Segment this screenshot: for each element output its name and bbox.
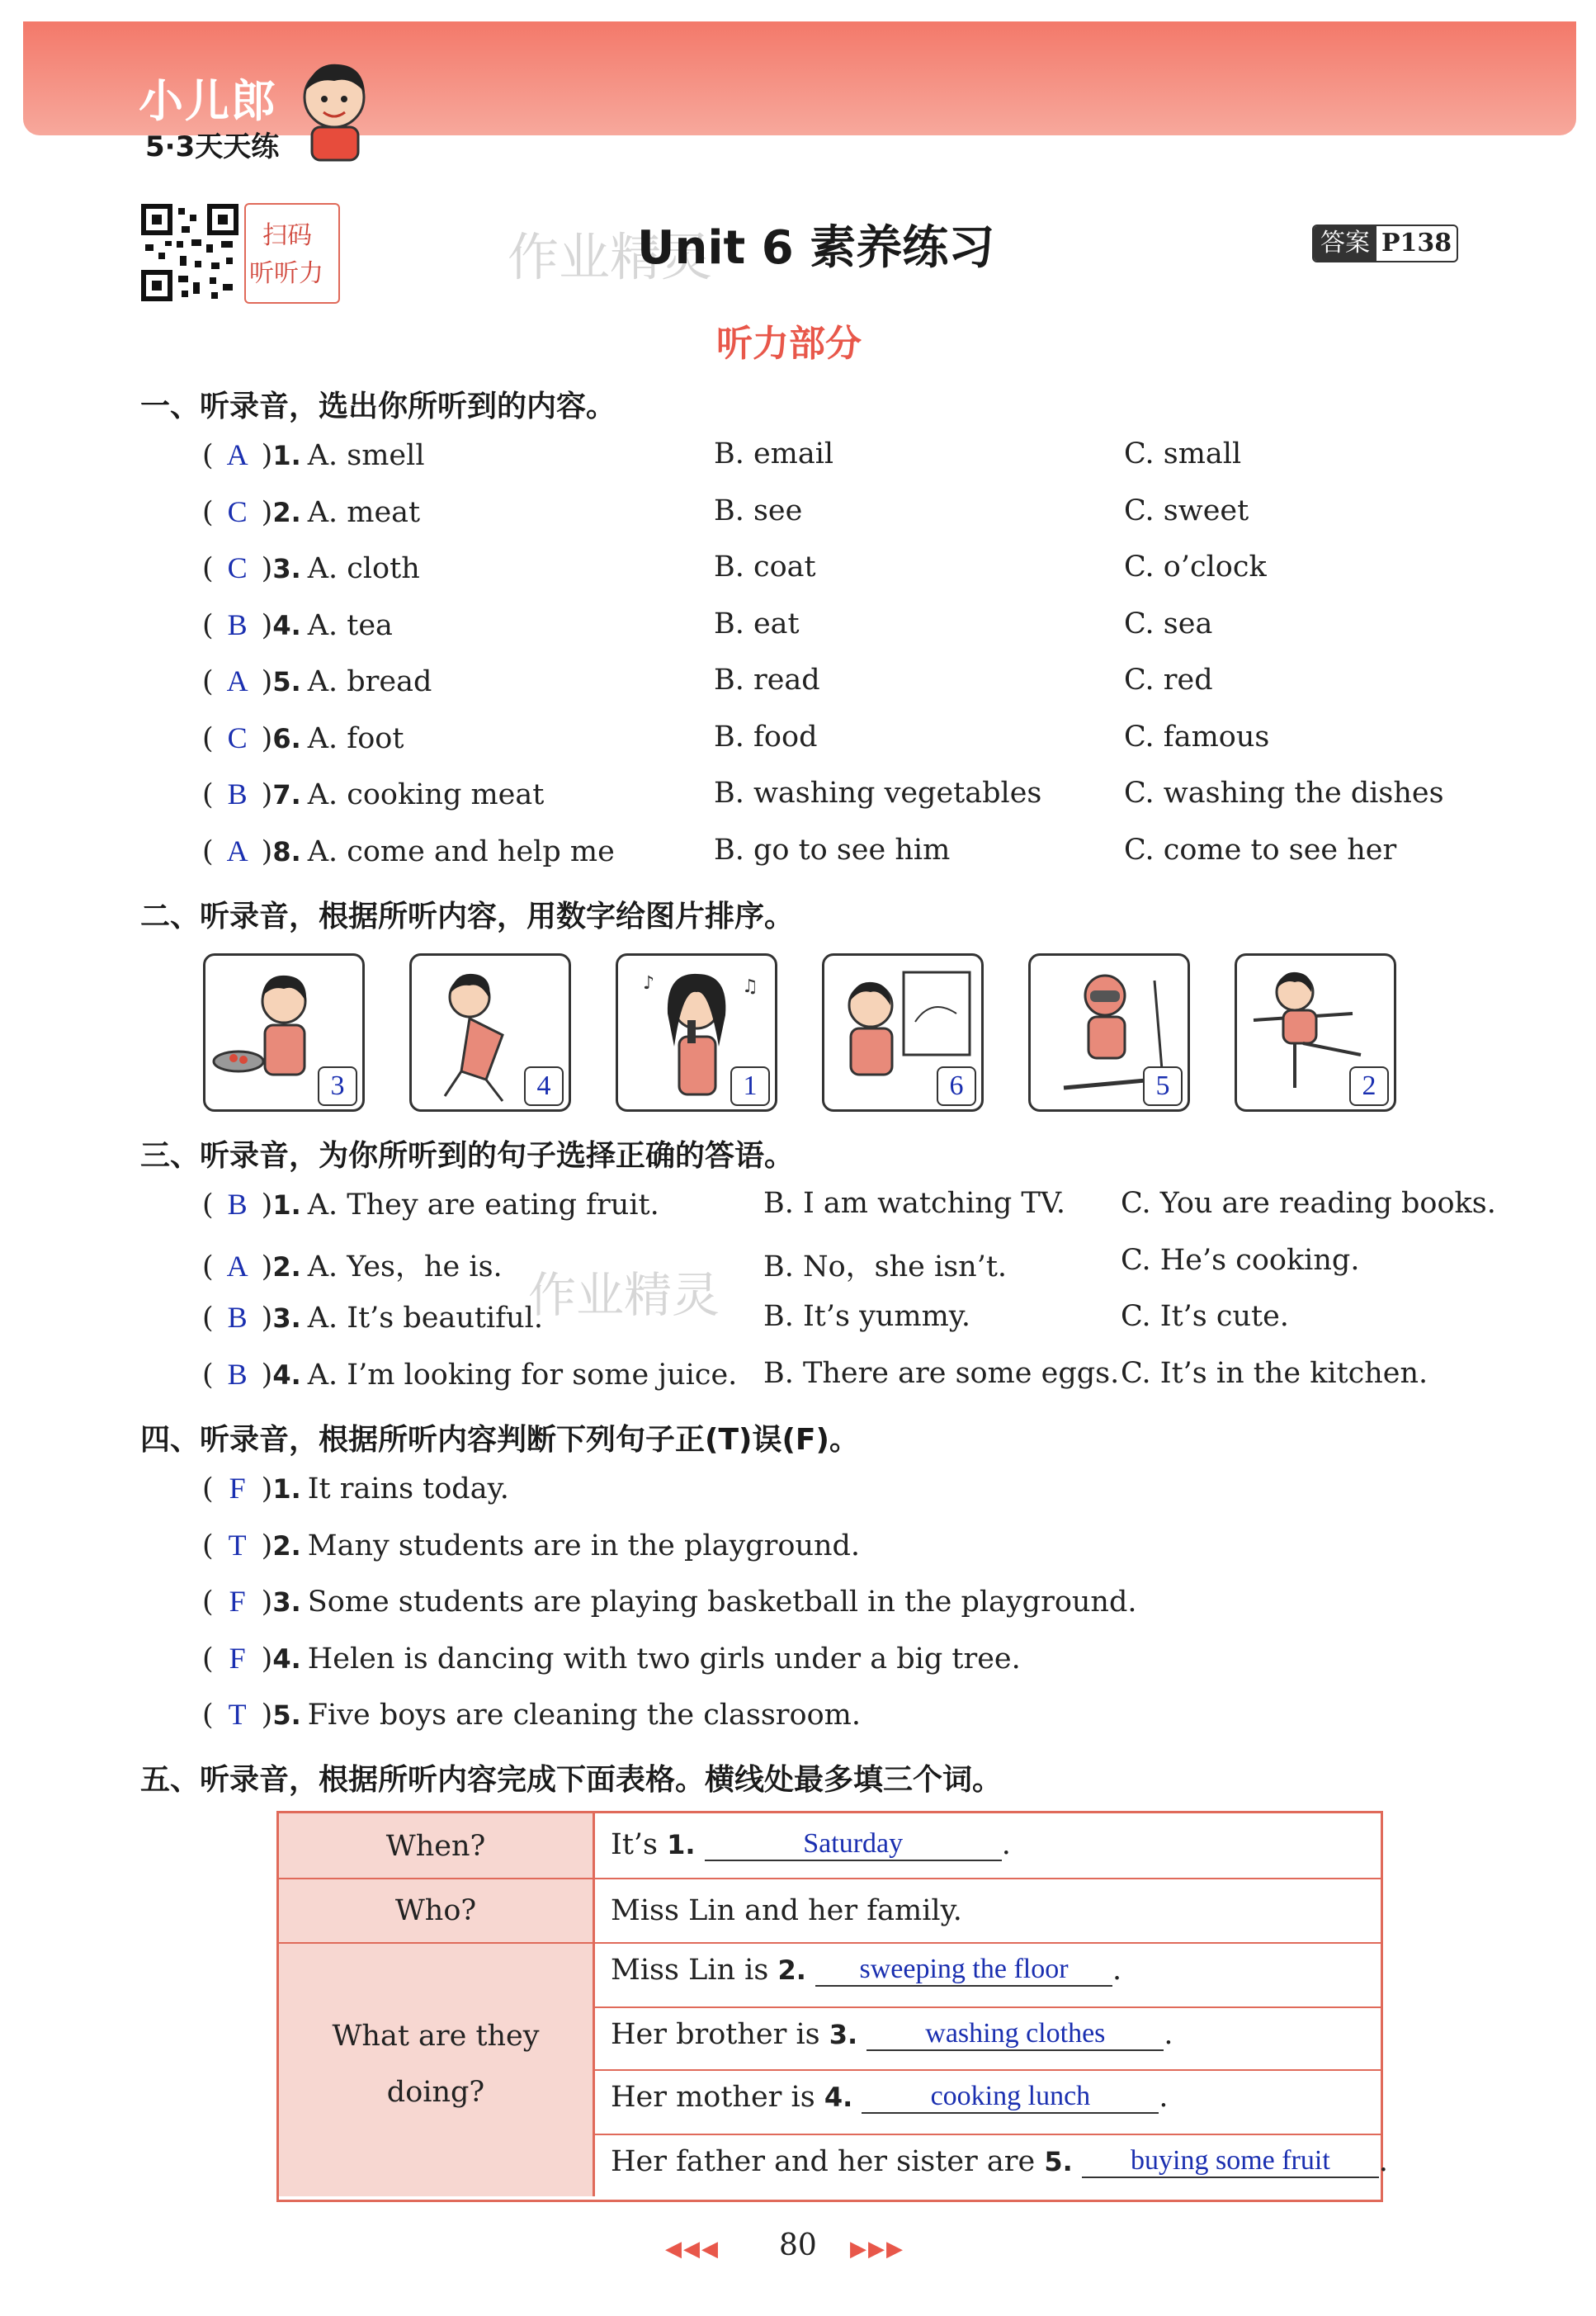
question-number: 3. [272, 1302, 301, 1334]
picture-card [409, 953, 571, 1112]
option-c: C. sweet [1124, 494, 1249, 527]
statement-row [202, 1528, 860, 1562]
table-line [279, 1942, 1381, 1944]
answer-choice[interactable]: B [227, 1357, 248, 1391]
option-a: A. I’m looking for some juice. [307, 1358, 738, 1392]
paren-open: ( [202, 834, 214, 868]
answer-choice[interactable]: B [227, 607, 248, 641]
svg-text:♫: ♫ [742, 976, 758, 997]
section2-title: 二、听录音，根据所听内容，用数字给图片排序。 [140, 900, 795, 933]
paren-open: ( [202, 665, 214, 698]
paren-close: ) [261, 1472, 273, 1505]
section5-title: 五、听录音，根据所听内容完成下面表格。横线处最多填三个词。 [140, 1763, 1003, 1797]
table-line [595, 2134, 1381, 2135]
brand-logo: 小儿郎 [139, 75, 277, 127]
option-c: C. red [1124, 664, 1213, 697]
question-row [202, 664, 432, 698]
paren-open: ( [202, 1250, 214, 1283]
next-page-arrows[interactable]: ▶▶▶ [850, 2237, 904, 2262]
section3-title: 三、听录音，为你所听到的句子选择正确的答语。 [140, 1139, 795, 1173]
paren-close: ) [261, 1302, 273, 1335]
true-false-answer[interactable]: T [228, 1528, 247, 1562]
answer-choice[interactable]: A [226, 438, 248, 471]
doing-answer[interactable]: washing clothes [866, 2018, 1164, 2051]
section4-title: 四、听录音，根据所听内容判断下列句子正(T)误(F)。 [140, 1423, 859, 1457]
true-false-answer[interactable]: F [229, 1641, 246, 1675]
option-a: A. They are eating fruit. [307, 1189, 659, 1222]
paren-open: ( [202, 1472, 214, 1505]
question-row [202, 1300, 543, 1335]
section1-title: 一、听录音，选出你所听到的内容。 [140, 390, 616, 423]
picture-order-number[interactable]: 4 [524, 1066, 564, 1106]
when-label: When? [385, 1830, 486, 1863]
page-title: Unit 6 素养练习 [637, 221, 995, 275]
mascot-icon [289, 58, 380, 165]
option-a: A. smell [307, 439, 425, 472]
question-row [202, 834, 615, 868]
option-b: B. washing vegetables [714, 777, 1042, 810]
option-b: B. go to see him [714, 833, 951, 867]
option-b: B. I am watching TV. [763, 1187, 1066, 1220]
paren-close: ) [261, 608, 273, 642]
doing-prefix: Miss Lin is [611, 1954, 769, 1987]
qr-label-scan: 扫码 [262, 221, 312, 250]
doing-answer[interactable]: buying some fruit [1082, 2145, 1379, 2178]
when-row: It’s 1. Saturday . [611, 1828, 1011, 1861]
true-false-answer[interactable]: F [229, 1472, 246, 1505]
doing-answer[interactable]: sweeping the floor [815, 1954, 1112, 1987]
option-c: C. come to see her [1124, 833, 1397, 867]
table-line [279, 1878, 1381, 1879]
question-number: 8. [272, 835, 301, 867]
option-a: A. tea [307, 608, 393, 642]
statement-text: Helen is dancing with two girls under a big tree. [307, 1642, 1021, 1676]
option-a: A. bread [307, 665, 432, 698]
option-b: B. eat [714, 607, 800, 640]
paren-open: ( [202, 721, 214, 755]
question-row [202, 1357, 737, 1392]
picture-card [616, 953, 777, 1112]
picture-order-number[interactable]: 3 [318, 1066, 357, 1106]
paren-close: ) [261, 1642, 273, 1676]
paren-close: ) [261, 1586, 273, 1619]
paren-open: ( [202, 495, 214, 529]
option-c: C. It’s in the kitchen. [1121, 1356, 1428, 1390]
paren-open: ( [202, 1586, 214, 1619]
watermark-middle: 作业精灵 [528, 1267, 720, 1323]
option-c: C. o’clock [1124, 551, 1267, 584]
option-b: B. read [714, 664, 820, 697]
true-false-answer[interactable]: T [228, 1698, 247, 1731]
statement-text: It rains today. [307, 1472, 509, 1505]
option-c: C. sea [1124, 607, 1213, 640]
paren-close: ) [261, 495, 273, 529]
table-divider [593, 1813, 595, 2196]
true-false-answer[interactable]: F [229, 1585, 246, 1618]
doing-number: 2. [777, 1954, 806, 1986]
option-c: C. small [1124, 437, 1242, 470]
picture-card [1028, 953, 1190, 1112]
when-prefix: It’s [611, 1828, 658, 1861]
statement-number: 5. [272, 1699, 301, 1731]
option-c: C. It’s cute. [1121, 1300, 1289, 1333]
paren-close: ) [261, 1529, 273, 1562]
picture-order-number[interactable]: 6 [937, 1066, 976, 1106]
paren-open: ( [202, 1302, 214, 1335]
answer-choice[interactable]: A [226, 1249, 248, 1283]
picture-card [1235, 953, 1396, 1112]
question-row [202, 437, 425, 472]
paren-open: ( [202, 1529, 214, 1562]
option-c: C. famous [1124, 720, 1270, 754]
paren-close: ) [261, 834, 273, 868]
table-line [595, 2006, 1381, 2008]
statement-text: Some students are playing basketball in the playground. [307, 1586, 1137, 1619]
option-a: A. It’s beautiful. [307, 1302, 543, 1335]
answer-page: P138 [1381, 229, 1452, 258]
doing-row: Her mother is 4. cooking lunch . [611, 2081, 1169, 2114]
answer-choice[interactable]: C [227, 721, 248, 754]
statement-row [202, 1697, 861, 1732]
question-row [202, 607, 393, 642]
answer-choice[interactable]: C [227, 494, 248, 528]
paren-open: ( [202, 1699, 214, 1732]
question-number: 1. [272, 440, 301, 471]
question-number: 6. [272, 722, 301, 754]
when-answer[interactable]: Saturday [705, 1828, 1002, 1861]
question-number: 2. [272, 496, 301, 528]
table-label-column [279, 1813, 593, 2196]
answer-choice[interactable]: B [227, 778, 248, 811]
when-num: 1. [667, 1829, 696, 1860]
paren-close: ) [261, 439, 273, 472]
who-label: Who? [394, 1894, 477, 1927]
option-b: B. No，she isn’t. [763, 1250, 1008, 1283]
answer-choice[interactable]: A [226, 834, 248, 867]
paren-close: ) [261, 1699, 273, 1732]
paren-open: ( [202, 608, 214, 642]
paren-close: ) [261, 1250, 273, 1283]
statement-number: 2. [272, 1529, 301, 1562]
doing-prefix: Her brother is [611, 2018, 820, 2051]
option-b: B. coat [714, 551, 816, 584]
option-a: A. cloth [307, 552, 420, 585]
paren-open: ( [202, 439, 214, 472]
paren-open: ( [202, 1358, 214, 1392]
paren-close: ) [261, 1358, 273, 1392]
doing-label-1: What are they [332, 2020, 540, 2053]
option-b: B. food [714, 720, 818, 754]
option-b: B. see [714, 494, 803, 527]
paren-close: ) [261, 552, 273, 585]
picture-order-number[interactable]: 5 [1143, 1066, 1183, 1106]
who-text: Miss Lin and her family. [611, 1894, 962, 1927]
question-number: 2. [272, 1250, 301, 1283]
doing-number: 4. [824, 2082, 853, 2113]
brand-subtitle: 5·3天天练 [145, 130, 280, 163]
question-number: 1. [272, 1189, 301, 1221]
picture-order-number[interactable]: 1 [730, 1066, 770, 1106]
question-number: 7. [272, 779, 301, 811]
table-line [595, 2069, 1381, 2071]
statement-number: 1. [272, 1473, 301, 1505]
answer-choice[interactable]: C [227, 551, 248, 584]
svg-text:♪: ♪ [643, 973, 655, 994]
question-number: 5. [272, 666, 301, 697]
paren-close: ) [261, 721, 273, 755]
answer-choice[interactable]: B [227, 1188, 248, 1221]
doing-prefix: Her father and her sister are [611, 2145, 1036, 2178]
doing-row: Her father and her sister are 5. buying some fruit . [611, 2145, 1389, 2178]
doing-answer[interactable]: cooking lunch [862, 2081, 1159, 2114]
question-number: 4. [272, 609, 301, 641]
statement-number: 3. [272, 1586, 301, 1618]
prev-page-arrows[interactable]: ◀◀◀ [665, 2237, 720, 2262]
question-row [202, 721, 404, 755]
doing-label-2: doing? [386, 2076, 485, 2109]
picture-card [822, 953, 984, 1112]
question-row [202, 1244, 503, 1285]
option-a: A. foot [307, 721, 404, 755]
question-number: 4. [272, 1359, 301, 1391]
picture-order-number[interactable]: 2 [1349, 1066, 1389, 1106]
option-a: A. meat [307, 495, 421, 529]
statement-number: 4. [272, 1642, 301, 1675]
option-a: A. come and help me [307, 834, 615, 868]
paren-open: ( [202, 1189, 214, 1222]
statement-row [202, 1471, 509, 1505]
option-b: B. email [714, 437, 834, 470]
question-number: 3. [272, 553, 301, 584]
page-number: 80 [779, 2229, 817, 2262]
doing-number: 5. [1044, 2146, 1073, 2177]
answer-label: 答案 [1314, 226, 1376, 261]
answer-choice[interactable]: B [227, 1301, 248, 1334]
doing-row: Miss Lin is 2. sweeping the floor . [611, 1954, 1122, 1987]
watermark: 作业精灵 [508, 227, 713, 287]
option-b: B. It’s yummy. [763, 1300, 971, 1333]
paren-open: ( [202, 552, 214, 585]
option-c: C. He’s cooking. [1121, 1243, 1360, 1277]
option-c: C. You are reading books. [1121, 1187, 1496, 1220]
qr-code-icon [140, 203, 239, 302]
question-row [202, 1187, 659, 1222]
option-b: B. There are some eggs. [763, 1356, 1120, 1390]
question-row [202, 551, 420, 585]
doing-row: Her brother is 3. washing clothes . [611, 2018, 1173, 2051]
statement-text: Five boys are cleaning the classroom. [307, 1699, 861, 1732]
option-a: A. Yes，he is. [307, 1250, 503, 1283]
statement-text: Many students are in the playground. [307, 1529, 861, 1562]
picture-card [203, 953, 365, 1112]
answer-reference [1312, 225, 1458, 262]
paren-open: ( [202, 778, 214, 811]
paren-open: ( [202, 1642, 214, 1676]
answer-choice[interactable]: A [226, 664, 248, 697]
question-row [202, 777, 544, 811]
question-row [202, 494, 420, 529]
option-a: A. cooking meat [307, 778, 545, 811]
doing-prefix: Her mother is [611, 2081, 815, 2114]
paren-close: ) [261, 665, 273, 698]
paren-close: ) [261, 778, 273, 811]
paren-close: ) [261, 1189, 273, 1222]
qr-label-listen: 听听力 [249, 259, 323, 288]
statement-row [202, 1584, 1137, 1619]
statement-row [202, 1641, 1021, 1676]
doing-number: 3. [829, 2019, 858, 2050]
answer-table [276, 1811, 1389, 2202]
part-title: 听力部分 [716, 323, 862, 365]
option-c: C. washing the dishes [1124, 777, 1444, 810]
